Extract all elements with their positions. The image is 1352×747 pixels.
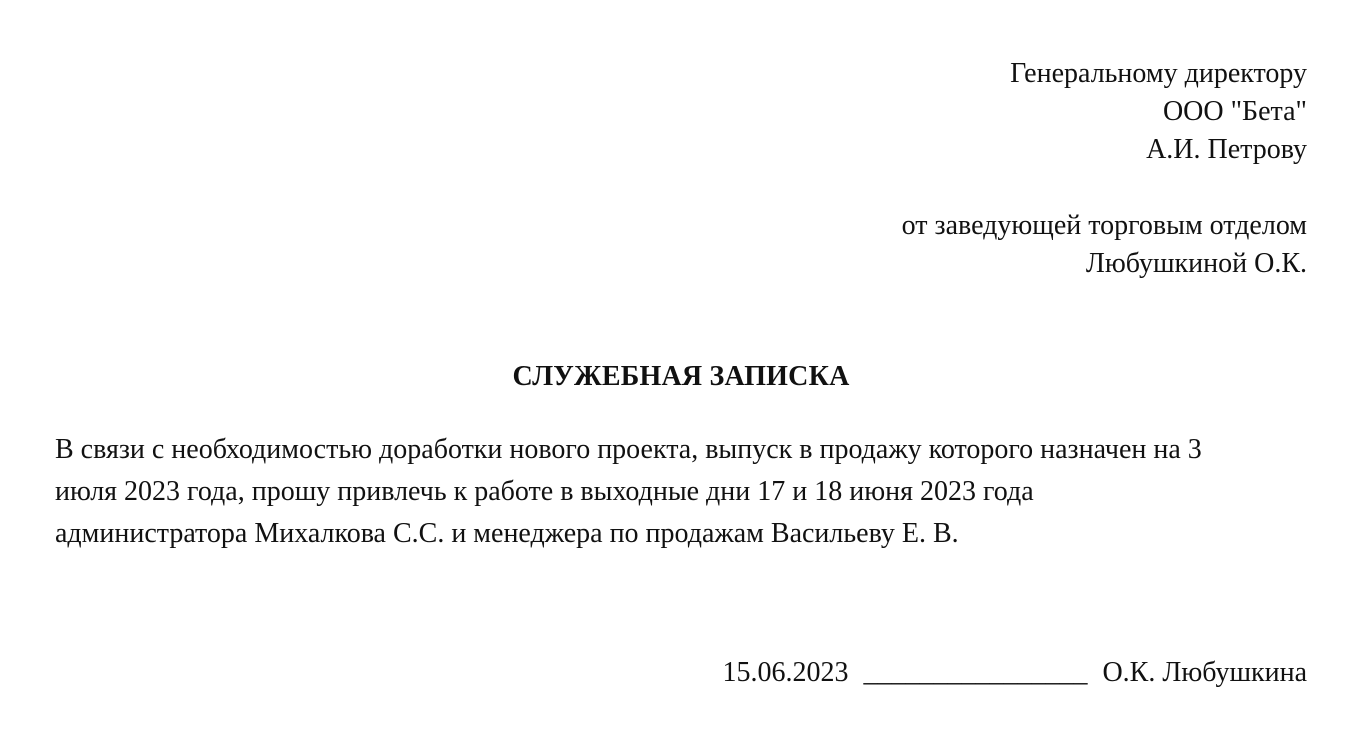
signature-line: ________________	[863, 657, 1088, 688]
addressee-company: ООО "Бета"	[1162, 96, 1307, 127]
sender-position: от заведующей торговым отделом	[901, 210, 1307, 241]
sender-block	[902, 207, 1307, 283]
document-title: СЛУЖЕБНАЯ ЗАПИСКА	[512, 361, 850, 392]
addressee-name: А.И. Петрову	[1146, 134, 1307, 165]
body-line: В связи с необходимостью доработки нового проекта, выпуск в продажу которого назначен на 3	[55, 434, 1202, 465]
addressee-block	[1010, 55, 1307, 169]
signature-name: О.К. Любушкина	[1102, 657, 1307, 688]
sender-name: Любушкиной О.К.	[1085, 248, 1307, 279]
signature-block	[722, 654, 1307, 692]
addressee-position: Генеральному директору	[1010, 58, 1307, 89]
body-line: июля 2023 года, прошу привлечь к работе в выходные дни 17 и 18 июня 2023 года	[55, 476, 1034, 507]
body-line: администратора Михалкова С.С. и менеджера по продажам Васильеву Е. В.	[55, 518, 959, 549]
document-body	[55, 429, 1315, 555]
signature-date: 15.06.2023	[722, 657, 849, 688]
